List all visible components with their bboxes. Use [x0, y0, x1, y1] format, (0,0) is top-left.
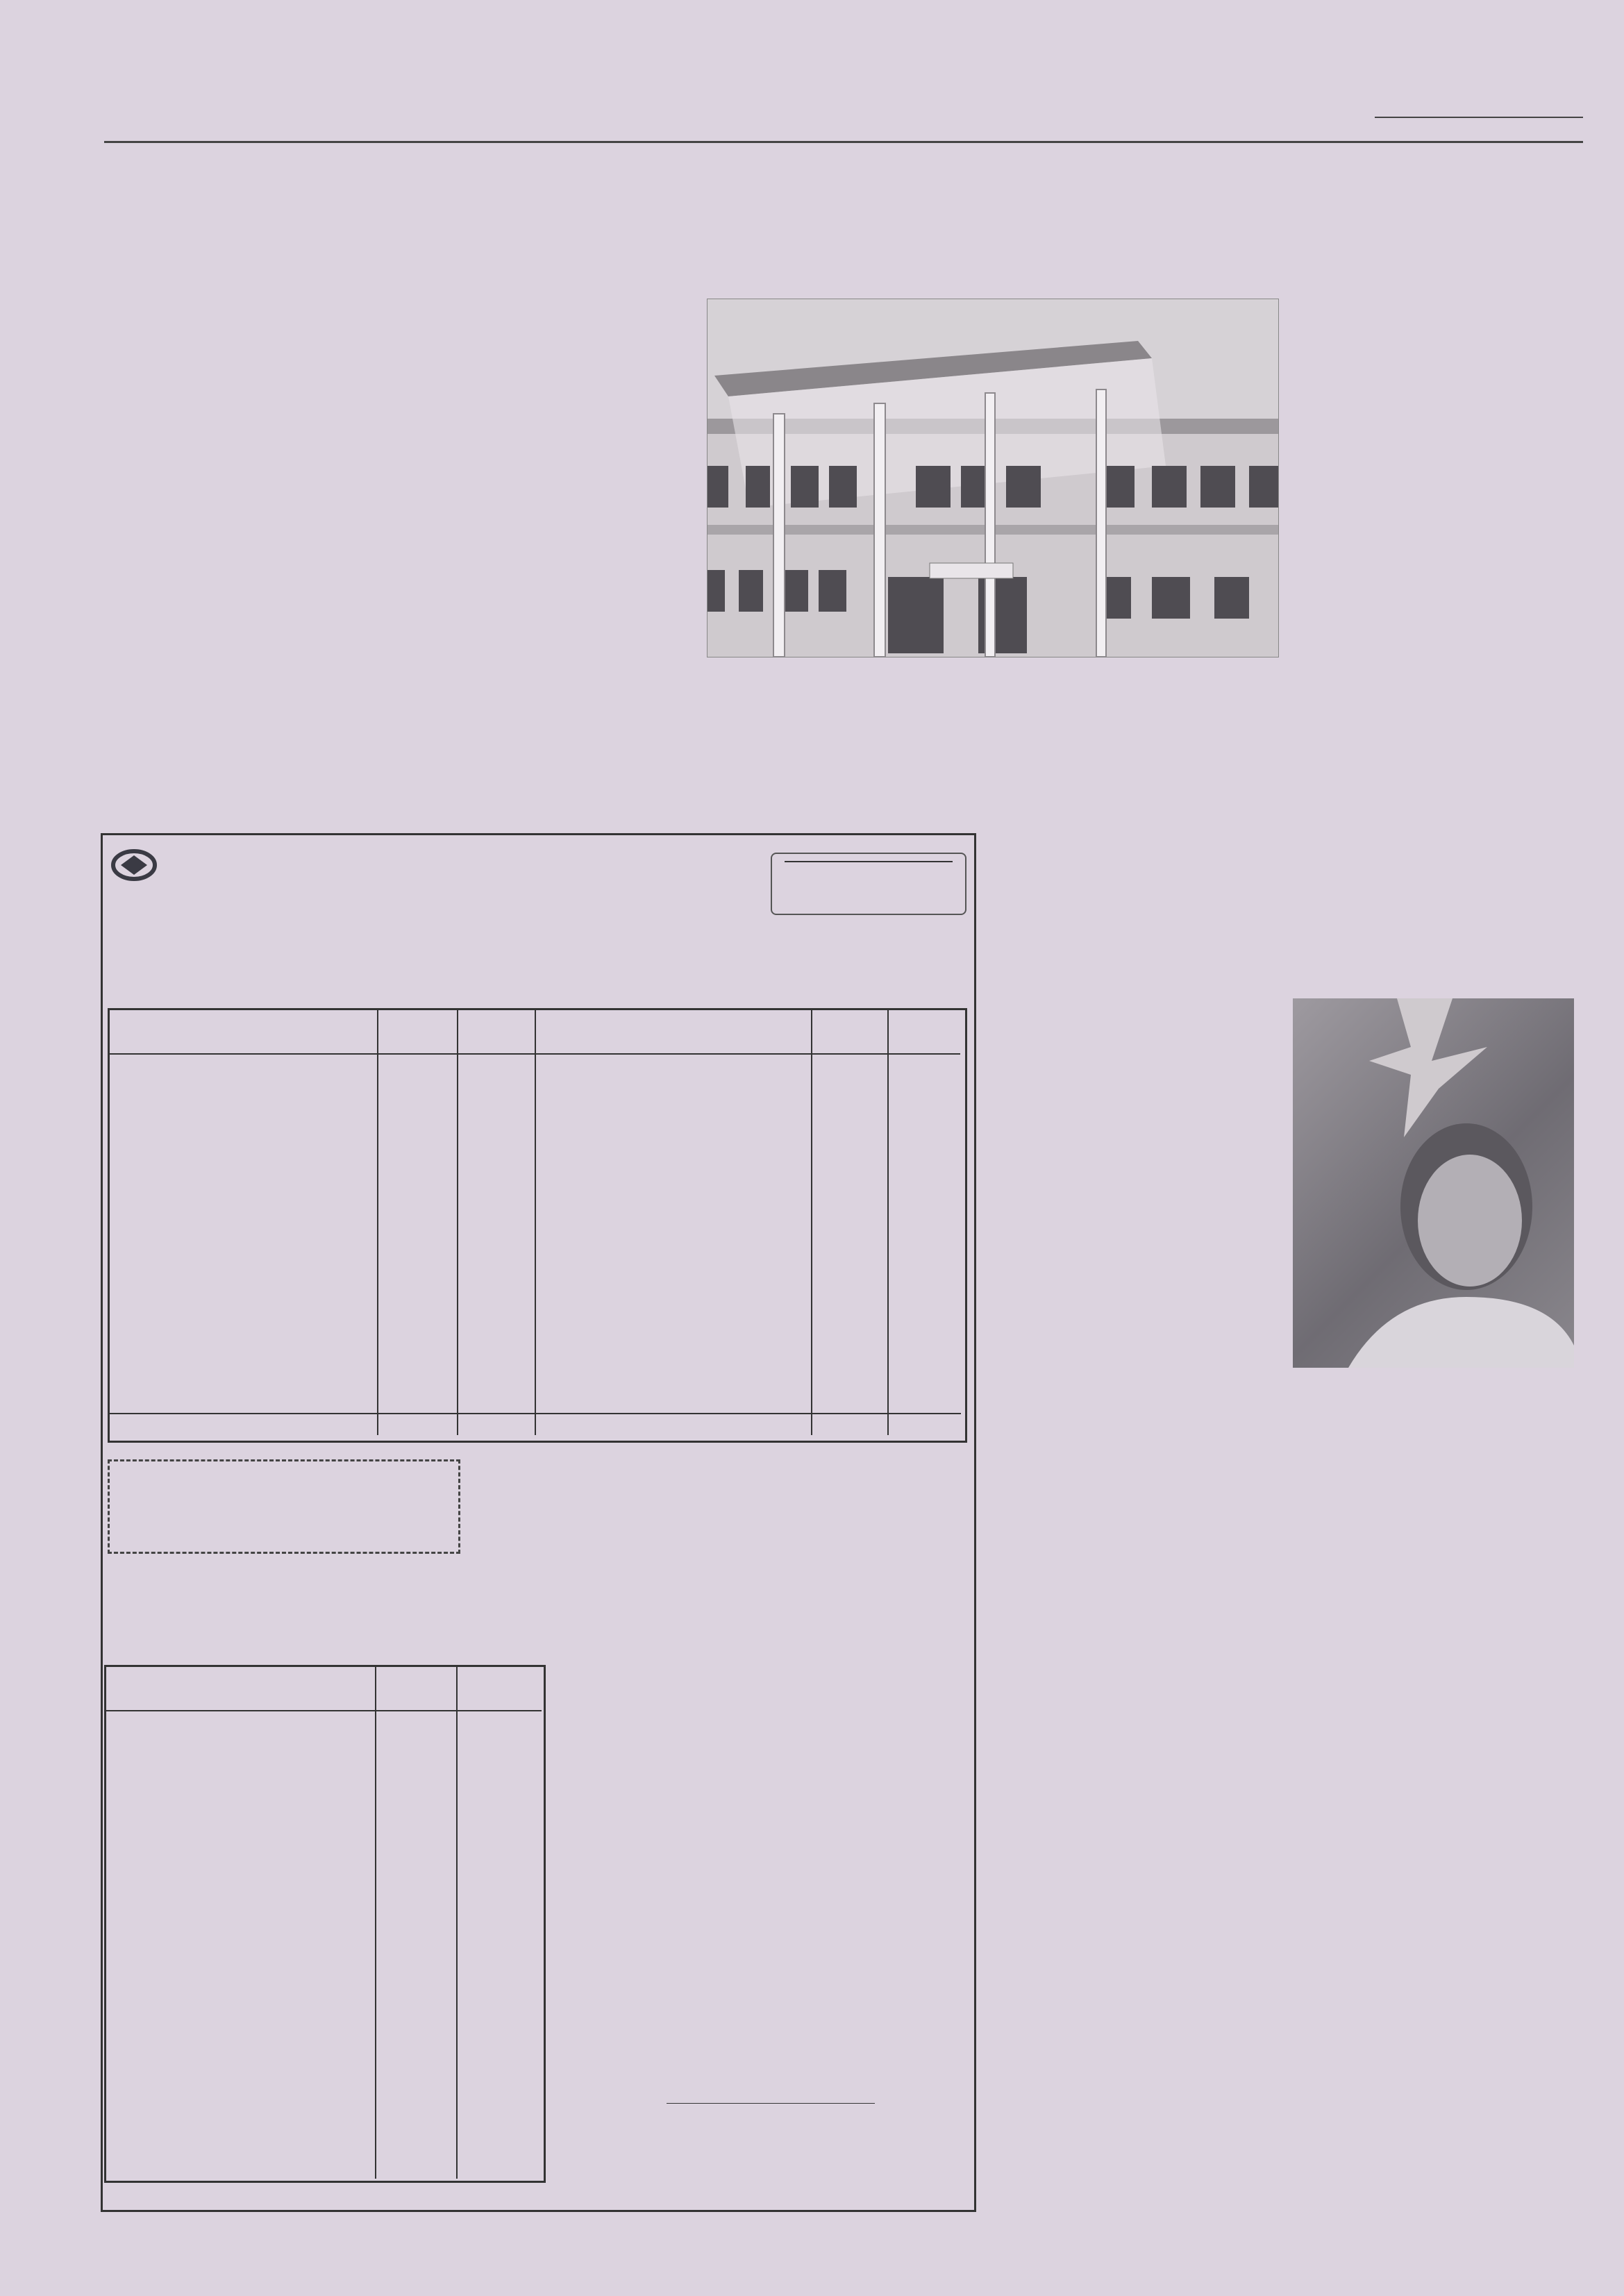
passivo-ano-header: [812, 1010, 887, 1055]
results-ant-header: [456, 1667, 542, 1711]
court-building-photo: [707, 299, 1279, 657]
passivo-ano-col: [811, 1010, 889, 1435]
activo-ant-header: [457, 1010, 535, 1055]
president-portrait-photo: [1293, 998, 1574, 1368]
passivo-header: [535, 1010, 811, 1055]
passivo-header-cell: [535, 1010, 811, 1055]
designacao-header: [106, 1667, 375, 1711]
header-rule: [104, 141, 1583, 143]
signature-block: [667, 2100, 875, 2104]
court-building-drawing: [708, 299, 1278, 657]
results-ano-col: [375, 1667, 458, 2179]
results-ano-header: [376, 1667, 456, 1711]
activo-ant-col: [457, 1010, 536, 1435]
results-table-frame: [104, 1665, 546, 2183]
results-ant-col: [456, 1667, 542, 1711]
activo-ano-header: [378, 1010, 457, 1055]
bank-logo: [111, 848, 165, 882]
rubricas-box: [108, 1459, 460, 1554]
passivo-ant-col: [887, 1010, 960, 1055]
signer-role: [667, 2103, 875, 2104]
header-right-rule: [1375, 117, 1583, 118]
passivo-ant-header: [887, 1010, 960, 1055]
portrait-drawing: [1293, 998, 1574, 1368]
activo-header: [110, 1010, 377, 1055]
bnu-name: [785, 861, 953, 862]
activo-ano-col: [377, 1010, 458, 1435]
bnu-logo: [771, 853, 966, 915]
totals-rule: [110, 1413, 961, 1414]
cgd-logo-icon: [111, 848, 157, 882]
activo-table: [110, 1010, 377, 1055]
